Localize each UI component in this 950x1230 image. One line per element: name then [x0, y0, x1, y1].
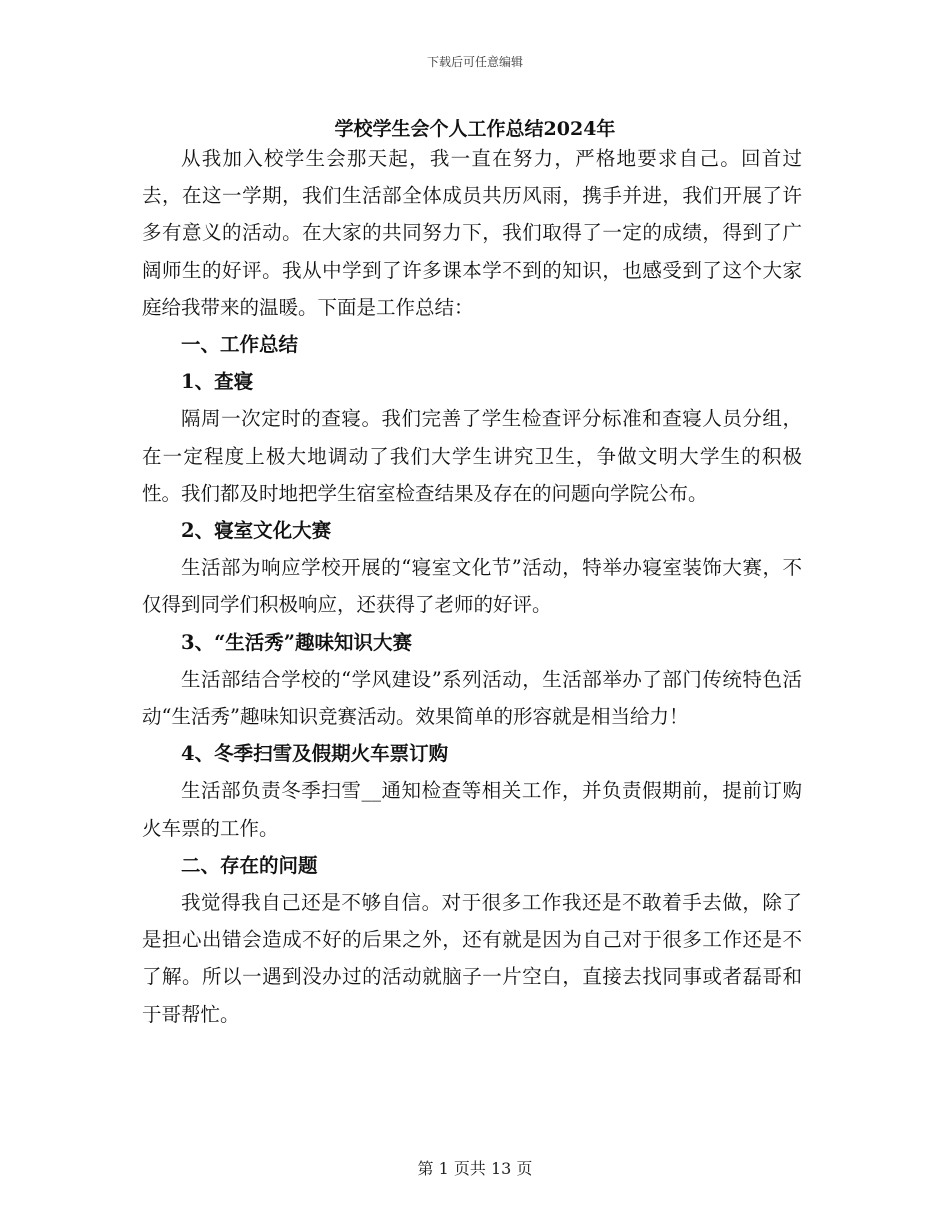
problem-paragraph: 我觉得我自己还是不够自信。对于很多工作我还是不敢着手去做，除了是担心出错会造成不好的后果之外，还有就是因为自己对于很多工作还是不了解。所以一遇到没办过的活动就脑子一片空白，直接去找同事或者磊哥和于哥帮忙。	[142, 891, 802, 1026]
document-body	[142, 140, 802, 1033]
intro-paragraph: 从我加入校学生会那天起，我一直在努力，严格地要求自己。回首过去，在这一学期，我们生活部全体成员共历风雨，携手并进，我们开展了许多有意义的活动。在大家的共同努力下，我们取得了一定的成绩，得到了广阔师生的好评。我从中学到了许多课本学不到的知识，也感受到了这个大家庭给我带来的温暖。下面是工作总结：	[142, 147, 802, 319]
item-heading-3: 3、“生活秀”趣味知识大赛	[181, 630, 413, 654]
item-paragraph-1: 隔周一次定时的查寝。我们完善了学生检查评分标准和查寝人员分组，在一定程度上极大地调动了我们大学生讲究卫生，争做文明大学生的积极性。我们都及时地把学生宿室检查结果及存在的问题向学院公布。	[142, 407, 802, 505]
page-footer: 第 1 页共 13 页	[417, 1159, 533, 1178]
item-paragraph-4: 生活部负责冬季扫雪__通知检查等相关工作，并负责假期前，提前订购火车票的工作。	[142, 779, 802, 840]
item-paragraph-3: 生活部结合学校的“学风建设”系列活动，生活部举办了部门传统特色活动“生活秀”趣味知识竞赛活动。效果简单的形容就是相当给力！	[142, 667, 802, 729]
document-title: 学校学生会个人工作总结2024年	[334, 118, 616, 140]
item-paragraph-2: 生活部为响应学校开展的“寝室文化节”活动，特举办寝室装饰大赛，不仅得到同学们积极响应，还获得了老师的好评。	[142, 556, 802, 617]
item-heading-2: 2、寝室文化大赛	[181, 519, 332, 543]
item-heading-1: 1、查寝	[181, 370, 254, 394]
section-heading-1: 一、工作总结	[181, 333, 299, 357]
section-heading-2: 二、存在的问题	[181, 853, 318, 877]
page-header: 下载后可任意编辑	[426, 55, 523, 69]
item-heading-4: 4、冬季扫雪及假期火车票订购	[181, 742, 449, 766]
